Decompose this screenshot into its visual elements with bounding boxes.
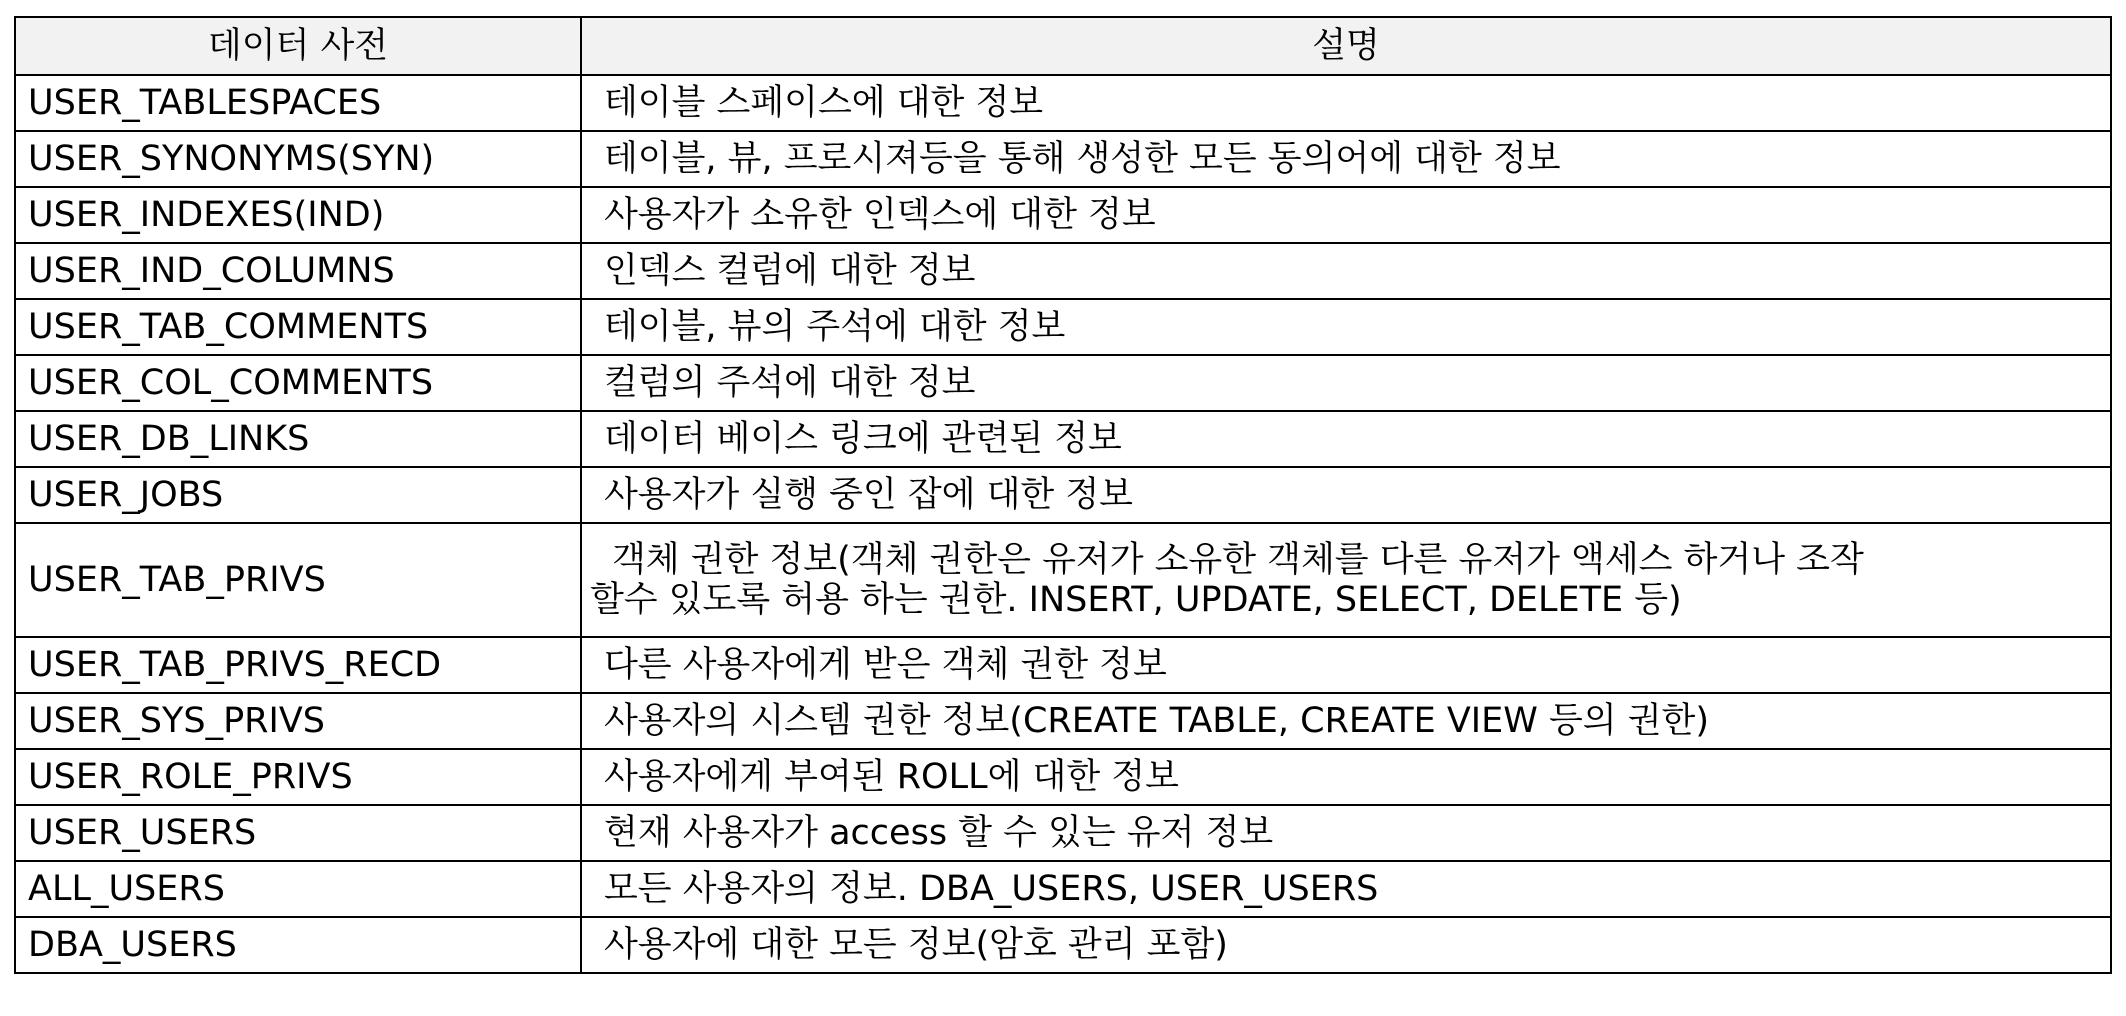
dictionary-name: USER_TABLESPACES	[15, 75, 581, 131]
dictionary-description: 컬럼의 주석에 대한 정보	[581, 355, 2111, 411]
dictionary-description: 데이터 베이스 링크에 관련된 정보	[581, 411, 2111, 467]
dictionary-name: USER_TAB_PRIVS	[15, 523, 581, 637]
description-line-1: 객체 권한 정보(객체 권한은 유저가 소유한 객체를 다른 유저가 액세스 하거나 조작	[612, 539, 1864, 580]
dictionary-name: USER_INDEXES(IND)	[15, 187, 581, 243]
dictionary-name: DBA_USERS	[15, 917, 581, 973]
table-row	[15, 693, 2111, 749]
dictionary-description: 테이블, 뷰의 주석에 대한 정보	[581, 299, 2111, 355]
table-row	[15, 411, 2111, 467]
dictionary-name: USER_IND_COLUMNS	[15, 243, 581, 299]
column-header-description: 설명	[581, 17, 2111, 75]
table-row	[15, 917, 2111, 973]
dictionary-description: 사용자에 대한 모든 정보(암호 관리 포함)	[581, 917, 2111, 973]
dictionary-description: 인덱스 컬럼에 대한 정보	[581, 243, 2111, 299]
dictionary-description: 테이블 스페이스에 대한 정보	[581, 75, 2111, 131]
table-row	[15, 243, 2111, 299]
dictionary-description: 사용자에게 부여된 ROLL에 대한 정보	[581, 749, 2111, 805]
dictionary-description: 사용자의 시스템 권한 정보(CREATE TABLE, CREATE VIEW 등의 권한)	[581, 693, 2111, 749]
dictionary-description: 사용자가 소유한 인덱스에 대한 정보	[581, 187, 2111, 243]
dictionary-name: USER_COL_COMMENTS	[15, 355, 581, 411]
dictionary-name: USER_SYNONYMS(SYN)	[15, 131, 581, 187]
table-row	[15, 637, 2111, 693]
dictionary-name: USER_ROLE_PRIVS	[15, 749, 581, 805]
header-row	[15, 17, 2111, 75]
table-row	[15, 75, 2111, 131]
dictionary-description: 테이블, 뷰, 프로시져등을 통해 생성한 모든 동의어에 대한 정보	[581, 131, 2111, 187]
dictionary-description: 사용자가 실행 중인 잡에 대한 정보	[581, 467, 2111, 523]
column-header-dictionary: 데이터 사전	[15, 17, 581, 75]
dictionary-description: 다른 사용자에게 받은 객체 권한 정보	[581, 637, 2111, 693]
dictionary-name: USER_USERS	[15, 805, 581, 861]
dictionary-name: USER_TAB_COMMENTS	[15, 299, 581, 355]
dictionary-name: USER_SYS_PRIVS	[15, 693, 581, 749]
dictionary-name: USER_DB_LINKS	[15, 411, 581, 467]
table-row	[15, 467, 2111, 523]
table-row	[15, 299, 2111, 355]
dictionary-description: 현재 사용자가 access 할 수 있는 유저 정보	[581, 805, 2111, 861]
table-row	[15, 355, 2111, 411]
table-row	[15, 749, 2111, 805]
dictionary-name: USER_TAB_PRIVS_RECD	[15, 637, 581, 693]
dictionary-description: 모든 사용자의 정보. DBA_USERS, USER_USERS	[581, 861, 2111, 917]
dictionary-name: USER_JOBS	[15, 467, 581, 523]
table-row	[15, 861, 2111, 917]
description-line-2: 할수 있도록 허용 하는 권한. INSERT, UPDATE, SELECT, DELETE 등)	[590, 580, 1682, 620]
dictionary-description	[581, 523, 2111, 637]
table-row	[15, 805, 2111, 861]
dictionary-name: ALL_USERS	[15, 861, 581, 917]
table-row	[15, 131, 2111, 187]
table-row	[15, 187, 2111, 243]
data-dictionary-table	[14, 16, 2112, 974]
table-row	[15, 523, 2111, 637]
